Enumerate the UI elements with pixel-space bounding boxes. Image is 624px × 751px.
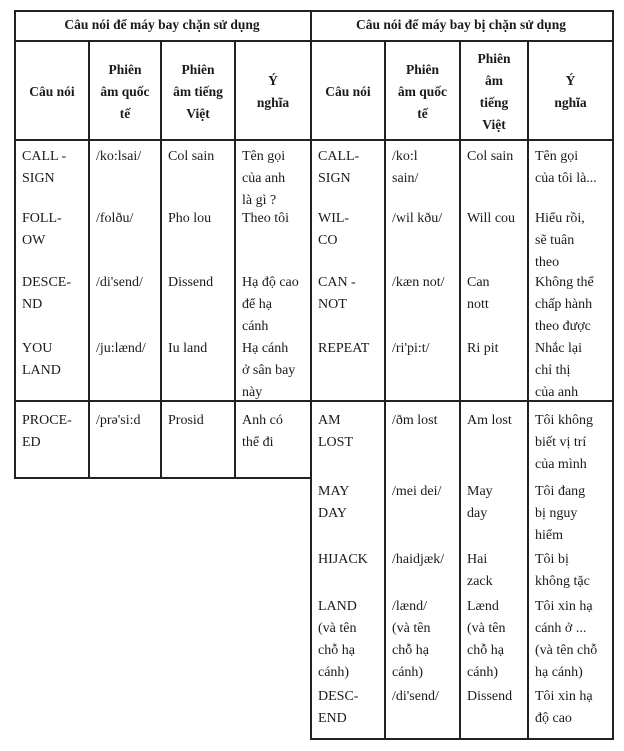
column-header-line: tế	[417, 105, 428, 121]
left-cell-phrase: SIGN	[22, 171, 55, 186]
right-cell-meaning: theo được	[535, 319, 591, 334]
right-cell-vietnamese-phonetic: May	[467, 484, 493, 499]
right-cell-phrase: chỗ hạ	[318, 643, 355, 658]
right-cell-meaning: độ cao	[535, 711, 572, 726]
left-cell-phrase: OW	[22, 233, 46, 248]
right-cell-meaning: (và tên chỗ	[535, 643, 598, 658]
right-cell-meaning: Không thể	[535, 275, 594, 290]
right-cell-meaning: bị nguy	[535, 506, 578, 521]
right-cell-phrase: (và tên	[318, 621, 357, 636]
right-cell-phrase: CO	[318, 233, 338, 248]
left-col-divider	[160, 40, 162, 479]
right-cell-vietnamese-phonetic: zack	[467, 574, 493, 589]
left-cell-phrase: FOLL-	[22, 211, 62, 226]
right-cell-vietnamese-phonetic: cánh)	[467, 665, 499, 680]
right-bottom-border	[310, 738, 614, 740]
column-header-rule	[14, 139, 614, 141]
right-cell-vietnamese-phonetic: Am lost	[467, 413, 512, 428]
right-cell-phrase: LAND	[318, 599, 357, 614]
right-cell-vietnamese-phonetic: Col sain	[467, 149, 514, 164]
right-cell-phrase: AM	[318, 413, 341, 428]
right-cell-ipa: /ðm lost	[392, 413, 438, 428]
right-cell-phrase: CAN -	[318, 275, 356, 290]
left-col-divider	[234, 40, 236, 479]
table-top-border	[14, 10, 614, 12]
left-cell-meaning: thể đi	[242, 435, 274, 450]
right-cell-phrase: CALL-	[318, 149, 360, 164]
group-header-rule	[14, 40, 614, 42]
right-cell-meaning: không tặc	[535, 574, 590, 589]
left-cell-meaning: là gì ?	[242, 193, 277, 208]
right-cell-meaning: biết vị trí	[535, 435, 587, 450]
right-cell-ipa: /di'send/	[392, 689, 439, 704]
right-cell-phrase: WIL-	[318, 211, 350, 226]
right-column-header	[463, 48, 525, 136]
right-cell-meaning: chấp hành	[535, 297, 593, 312]
left-cell-meaning: này	[242, 385, 263, 400]
right-cell-vietnamese-phonetic: Can	[467, 275, 490, 290]
left-cell-vietnamese-phonetic: Iu land	[168, 341, 208, 356]
left-column-header	[18, 81, 86, 103]
right-cell-meaning: hiểm	[535, 528, 563, 543]
left-cell-phrase: ED	[22, 435, 41, 450]
right-cell-vietnamese-phonetic: Will cou	[467, 211, 516, 226]
left-cell-vietnamese-phonetic: Dissend	[168, 275, 214, 290]
right-cell-meaning: Tôi bị	[535, 552, 569, 567]
left-outer-border	[14, 10, 16, 479]
column-header-line: Ý	[565, 72, 576, 88]
left-cell-meaning: để hạ	[242, 297, 272, 312]
right-cell-meaning: của tôi là...	[535, 171, 597, 186]
left-cell-ipa: /ko:lsai/	[96, 149, 142, 164]
left-cell-ipa: /ju:lænd/	[96, 341, 146, 356]
left-cell-ipa: /folðu/	[96, 211, 134, 226]
column-header-line: Ý	[268, 72, 278, 88]
column-header-line: Câu nói	[29, 83, 75, 99]
column-header-line: nghĩa	[554, 94, 587, 110]
right-col-divider	[527, 40, 529, 740]
right-cell-meaning: Tôi xin hạ	[535, 599, 593, 614]
right-cell-phrase: NOT	[318, 297, 347, 312]
right-cell-meaning: hạ cánh)	[535, 665, 583, 680]
left-bottom-border	[14, 477, 312, 479]
right-cell-meaning: Hiểu rồi,	[535, 211, 585, 226]
left-cell-phrase: CALL -	[22, 149, 67, 164]
right-cell-phrase: REPEAT	[318, 341, 370, 356]
group-header-intercepting: Câu nói để máy bay chặn sử dụng	[64, 17, 260, 32]
right-cell-ipa: /ri'pi:t/	[392, 341, 430, 356]
group-header-intercepted: Câu nói để máy bay bị chặn sử dụng	[356, 17, 566, 32]
left-cell-vietnamese-phonetic: Col sain	[168, 149, 215, 164]
right-column-header	[314, 81, 382, 103]
left-cell-meaning: cánh	[242, 319, 269, 334]
left-cell-meaning: Theo tôi	[242, 211, 290, 226]
right-cell-ipa: cánh)	[392, 665, 424, 680]
column-header-line: tiếng	[479, 94, 509, 110]
right-cell-meaning: của mình	[535, 457, 587, 472]
right-cell-vietnamese-phonetic: chỗ hạ	[467, 643, 504, 658]
right-cell-ipa: /haidjæk/	[392, 552, 445, 567]
left-cell-phrase: DESCE-	[22, 275, 71, 290]
right-column-header	[388, 59, 457, 125]
right-cell-meaning: Tôi xin hạ	[535, 689, 593, 704]
group-divider	[310, 10, 312, 740]
right-cell-vietnamese-phonetic: Lænd	[467, 599, 499, 614]
right-cell-phrase: HIJACK	[318, 552, 368, 567]
right-cell-ipa: (và tên	[392, 621, 431, 636]
right-cell-meaning: Tên gọi	[535, 149, 579, 164]
left-column-header	[92, 59, 158, 125]
column-header-line: âm tiếng	[173, 83, 223, 99]
right-cell-vietnamese-phonetic: day	[467, 506, 488, 521]
right-cell-phrase: DAY	[318, 506, 348, 521]
right-cell-meaning: của anh	[535, 385, 579, 400]
right-cell-ipa: /ko:l	[392, 149, 418, 164]
right-cell-phrase: LOST	[318, 435, 353, 450]
right-cell-ipa: /wil kðu/	[392, 211, 443, 226]
right-cell-ipa: /kæn not/	[392, 275, 445, 290]
column-header-line: Việt	[186, 105, 210, 121]
column-header-line: tế	[119, 105, 131, 121]
left-cell-ipa: /prə'si:d	[96, 413, 141, 428]
right-column-header	[531, 70, 610, 114]
right-cell-ipa: /lænd/	[392, 599, 428, 614]
column-header-line: Phiên	[477, 50, 511, 66]
left-column-header	[164, 59, 232, 125]
left-col-divider	[88, 40, 90, 479]
left-cell-phrase: LAND	[22, 363, 61, 378]
right-cell-vietnamese-phonetic: Ri pit	[467, 341, 499, 356]
left-cell-ipa: /di'send/	[96, 275, 143, 290]
right-col-divider	[384, 40, 386, 740]
column-header-line: âm quốc	[100, 83, 150, 99]
left-cell-phrase: PROCE-	[22, 413, 72, 428]
right-cell-ipa: sain/	[392, 171, 419, 186]
right-cell-meaning: Tôi không	[535, 413, 593, 428]
left-cell-phrase: ND	[22, 297, 43, 312]
column-header-line: nghĩa	[256, 94, 290, 110]
left-cell-meaning: Tên gọi	[242, 149, 286, 164]
column-header-line: âm	[485, 72, 503, 88]
right-col-divider	[459, 40, 461, 740]
right-cell-phrase: SIGN	[318, 171, 351, 186]
right-cell-phrase: MAY	[318, 484, 350, 499]
right-cell-meaning: theo	[535, 255, 560, 270]
right-cell-phrase: END	[318, 711, 347, 726]
left-cell-meaning: Hạ cánh	[242, 341, 289, 356]
right-cell-meaning: Tôi đang	[535, 484, 586, 499]
left-cell-meaning: Hạ độ cao	[242, 275, 299, 290]
left-cell-vietnamese-phonetic: Prosid	[168, 413, 204, 428]
right-cell-phrase: DESC-	[318, 689, 359, 704]
column-header-line: Phiên	[108, 61, 142, 77]
right-cell-meaning: chỉ thị	[535, 363, 571, 378]
right-cell-vietnamese-phonetic: Dissend	[467, 689, 513, 704]
column-header-line: âm quốc	[397, 83, 448, 99]
left-body-rule	[14, 400, 312, 402]
left-column-header	[238, 70, 308, 114]
left-cell-meaning: Anh có	[242, 413, 283, 428]
right-cell-vietnamese-phonetic: nott	[467, 297, 489, 312]
column-header-line: Phiên	[181, 61, 215, 77]
column-header-line: Phiên	[405, 61, 439, 77]
left-cell-meaning: của anh	[242, 171, 286, 186]
right-cell-vietnamese-phonetic: Hai	[467, 552, 488, 567]
right-cell-meaning: cánh ở ...	[535, 621, 587, 636]
right-cell-meaning: Nhắc lại	[535, 341, 583, 356]
right-cell-ipa: /mei dei/	[392, 484, 442, 499]
left-cell-vietnamese-phonetic: Pho lou	[168, 211, 212, 226]
column-header-line: Việt	[482, 116, 506, 132]
right-cell-phrase: cánh)	[318, 665, 350, 680]
right-cell-meaning: sẽ tuân	[535, 233, 575, 248]
left-cell-phrase: YOU	[22, 341, 53, 356]
right-outer-border	[612, 10, 614, 740]
right-cell-ipa: chỗ hạ	[392, 643, 429, 658]
right-cell-vietnamese-phonetic: (và tên	[467, 621, 506, 636]
column-header-line: Câu nói	[325, 83, 371, 99]
left-cell-meaning: ở sân bay	[242, 363, 296, 378]
